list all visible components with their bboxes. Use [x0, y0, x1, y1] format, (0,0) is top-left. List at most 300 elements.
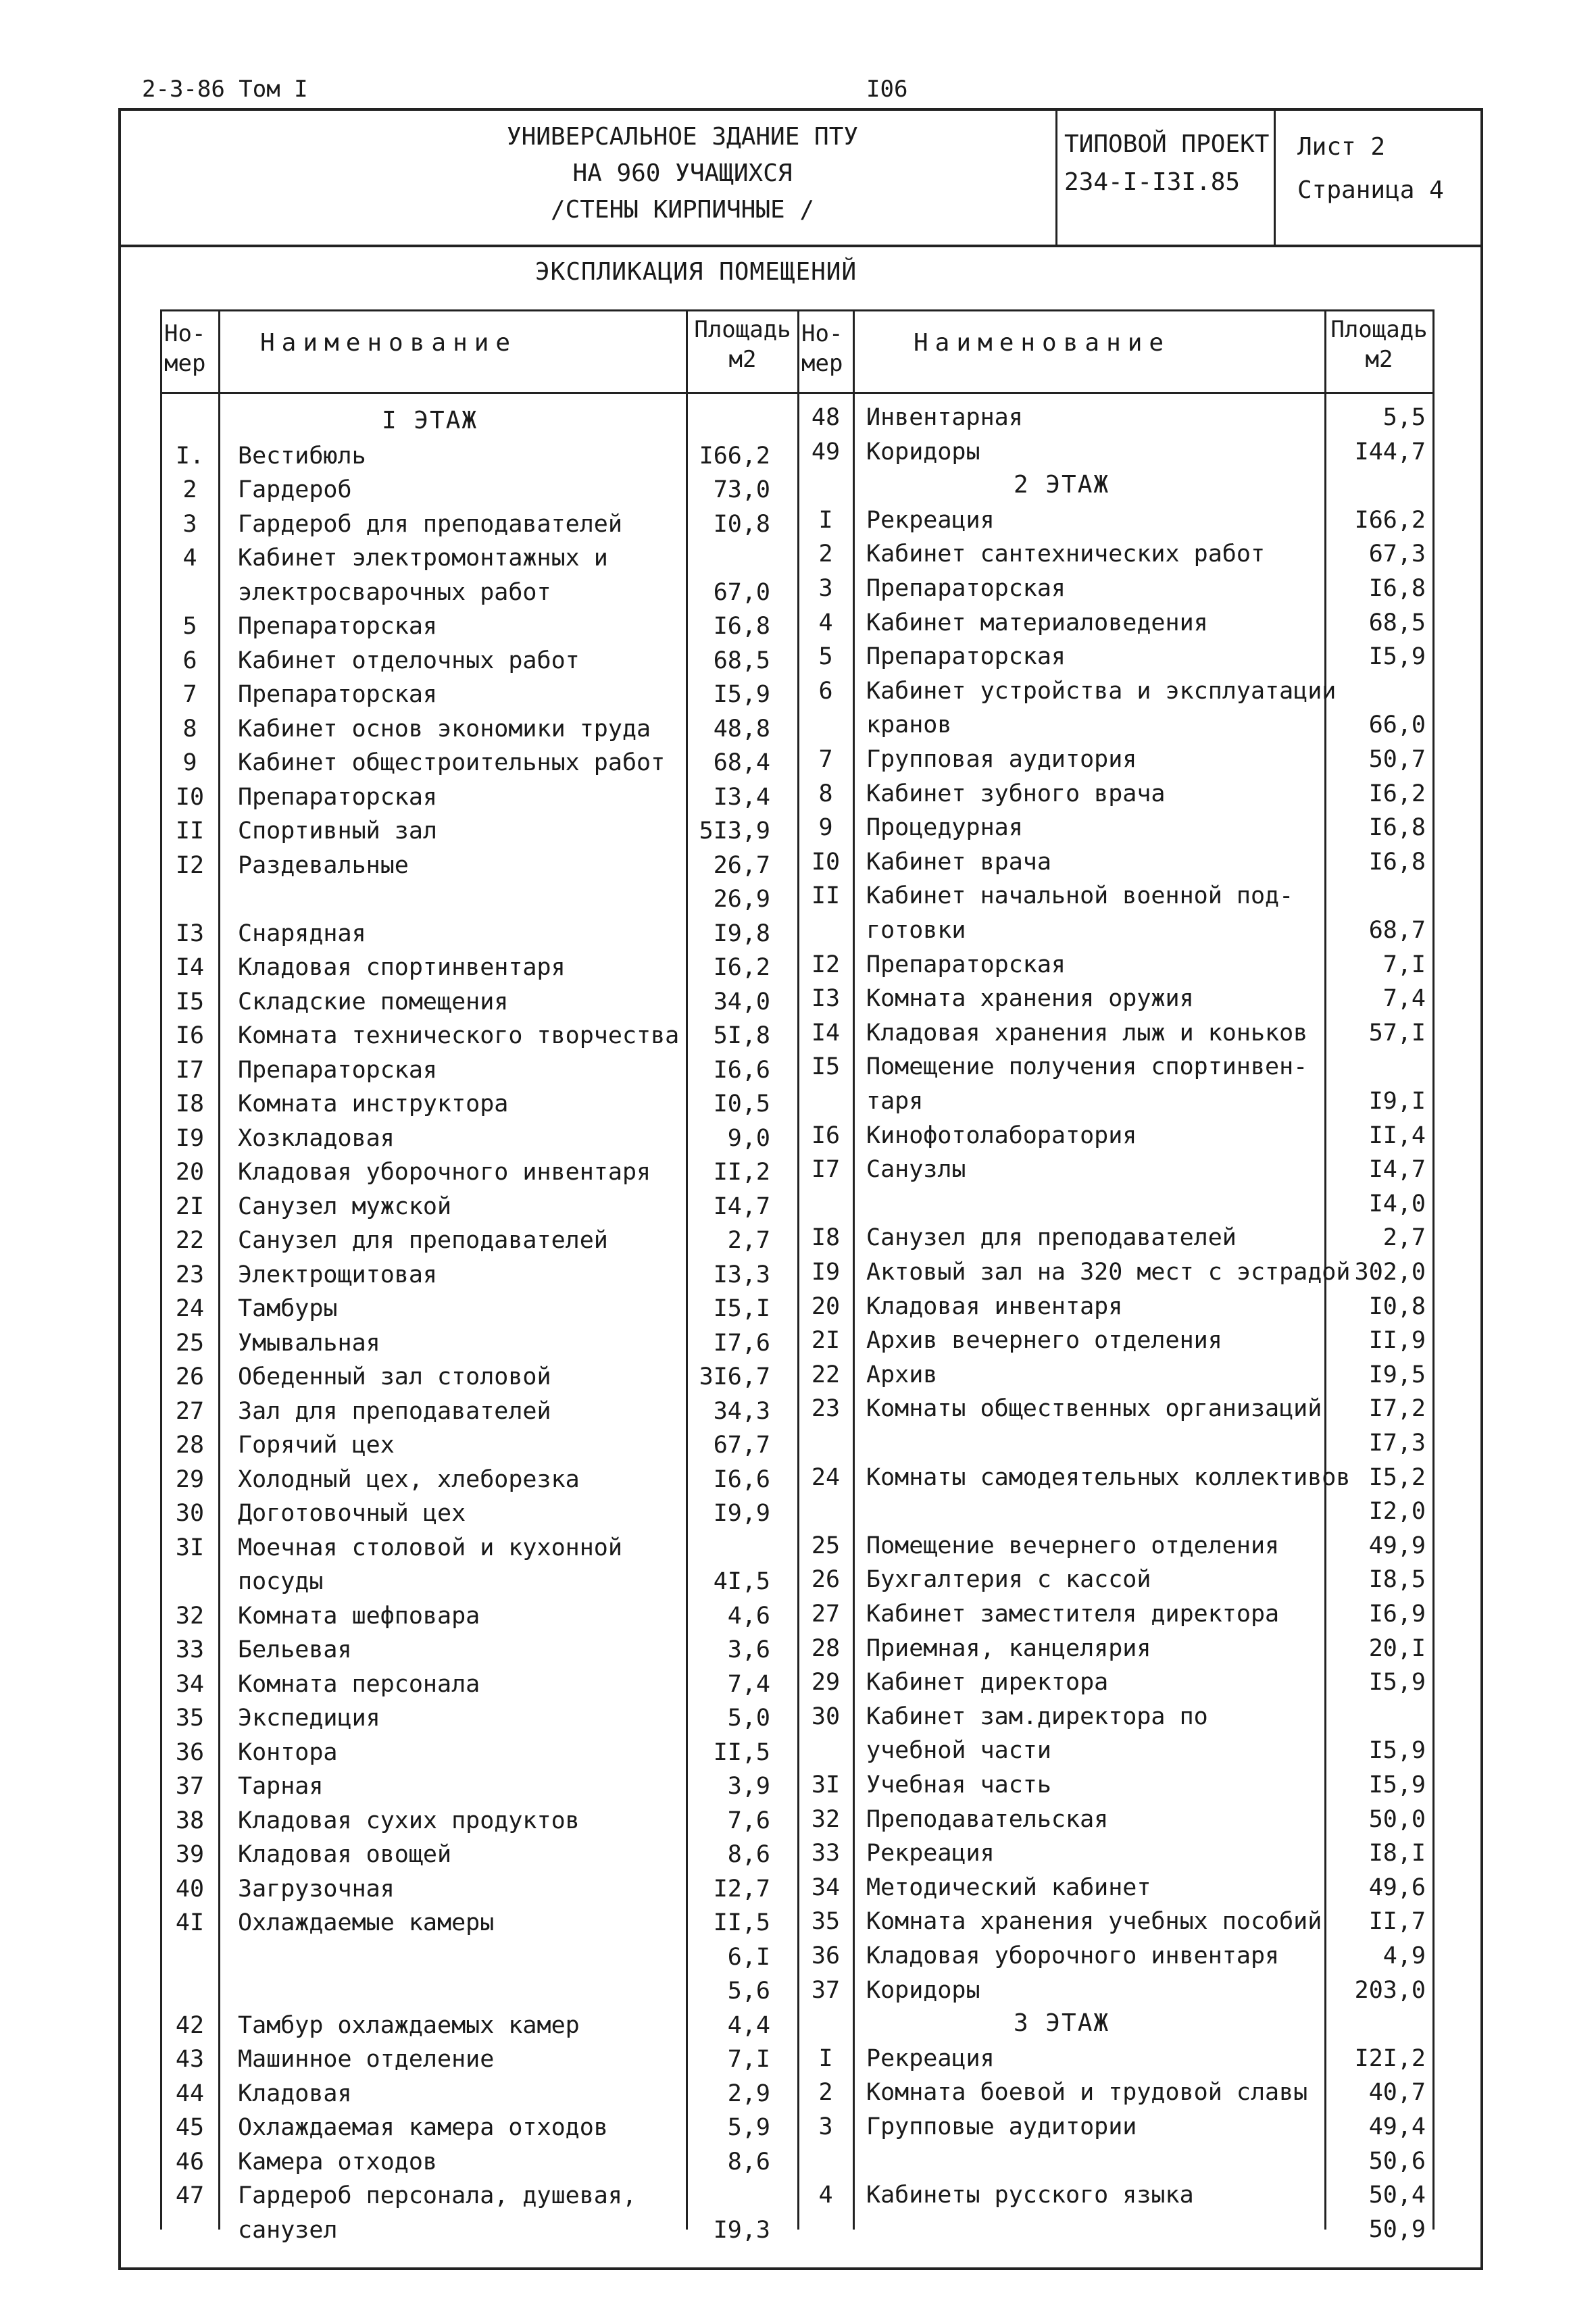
col-header-number — [801, 319, 843, 378]
room-number: 3 — [182, 510, 197, 538]
page-frame-bottom — [118, 2267, 1483, 2270]
room-name: Инвентарная — [866, 404, 1023, 431]
room-name: Коридоры — [866, 438, 980, 466]
room-area: 5,9 — [727, 2114, 770, 2141]
room-number: 45 — [175, 2114, 205, 2141]
col-header-area — [1326, 315, 1432, 374]
room-name: Учебная часть — [866, 1771, 1051, 1799]
room-area: I6,8 — [1368, 848, 1426, 876]
room-name: Кабинет начальной военной под- — [866, 882, 1294, 910]
room-number: 23 — [811, 1395, 841, 1423]
project-line: 234-I-I3I.85 — [1064, 168, 1241, 196]
room-area: II,2 — [713, 1159, 770, 1186]
room-name: Моечная столовой и кухонной — [238, 1534, 622, 1561]
col-header-area-line: м2 — [728, 346, 757, 373]
room-name: санузел — [238, 2216, 338, 2244]
room-number: 32 — [175, 1602, 205, 1630]
room-area: 2,7 — [727, 1227, 770, 1254]
room-number: 20 — [811, 1292, 841, 1320]
room-number: I — [818, 2044, 833, 2072]
room-area: 8,6 — [727, 1841, 770, 1868]
room-name: Бухгалтерия с кассой — [866, 1566, 1151, 1594]
project-number — [1064, 126, 1269, 201]
room-area: 7,I — [1382, 951, 1426, 978]
room-area: I9,9 — [713, 1500, 770, 1527]
room-number: 34 — [175, 1670, 205, 1698]
room-name: Тамбуры — [238, 1295, 338, 1322]
room-name: Комната шефповара — [238, 1602, 480, 1630]
room-number: 3I — [811, 1771, 841, 1799]
page-number: I06 — [866, 76, 908, 103]
room-number: 2I — [811, 1327, 841, 1355]
room-name: Гардероб для преподавателей — [238, 510, 622, 538]
room-area: 73,0 — [713, 476, 770, 503]
room-number: 33 — [811, 1840, 841, 1867]
room-number: I8 — [811, 1224, 841, 1252]
building-title-line: НА 960 УЧАЩИХСЯ — [572, 159, 793, 187]
room-name: таря — [866, 1088, 924, 1115]
room-area: I6,6 — [713, 1465, 770, 1493]
room-number: 5 — [818, 643, 833, 671]
room-area: 3,9 — [727, 1773, 770, 1800]
room-name: Комната хранения учебных пособий — [866, 1908, 1322, 1936]
room-number: 22 — [175, 1227, 205, 1254]
room-area: 50,0 — [1368, 1805, 1426, 1833]
room-number: 24 — [175, 1295, 205, 1322]
room-name: Раздевальные — [238, 851, 409, 879]
room-area: 50,6 — [1368, 2147, 1426, 2175]
room-name: Кладовая инвентаря — [866, 1292, 1123, 1320]
floor-heading: 3 ЭТАЖ — [1014, 2009, 1110, 2038]
column-border — [797, 309, 799, 2230]
room-name: Кабинет общестроительных работ — [238, 749, 666, 776]
room-number: 44 — [175, 2080, 205, 2107]
room-area: 49,9 — [1368, 1532, 1426, 1559]
room-area: I7,3 — [1368, 1430, 1426, 1457]
room-name: Санузел для преподавателей — [238, 1227, 608, 1254]
room-area: I5,9 — [1368, 1669, 1426, 1696]
room-name: Загрузочная — [238, 1875, 395, 1903]
room-area: 5,5 — [1382, 404, 1426, 431]
room-area: I2,7 — [713, 1875, 770, 1903]
room-area: 6,I — [727, 1943, 770, 1971]
room-number: I4 — [175, 954, 205, 981]
room-area: 203,0 — [1354, 1976, 1426, 2004]
room-area: 67,7 — [713, 1432, 770, 1459]
room-area: 5I,8 — [713, 1022, 770, 1049]
room-name: Процедурная — [866, 814, 1023, 842]
room-name: Санузел для преподавателей — [866, 1224, 1237, 1252]
room-name: Кладовая хранения лыж и коньков — [866, 1019, 1308, 1047]
room-name: Препараторская — [866, 951, 1066, 978]
room-area: 26,9 — [713, 886, 770, 913]
room-area: I4,0 — [1368, 1190, 1426, 1217]
room-number: I4 — [811, 1019, 841, 1047]
room-number: 28 — [175, 1432, 205, 1459]
room-area: I7,6 — [713, 1329, 770, 1357]
room-number: 9 — [182, 749, 197, 776]
room-number: 4I — [175, 1909, 205, 1936]
room-number: 26 — [811, 1566, 841, 1594]
room-area: 49,4 — [1368, 2113, 1426, 2140]
room-number: 9 — [818, 814, 833, 842]
room-area: 68,5 — [713, 647, 770, 674]
room-name: Доготовочный цех — [238, 1500, 466, 1527]
room-area: 68,4 — [713, 749, 770, 776]
building-title — [378, 119, 987, 228]
room-name: Электрощитовая — [238, 1261, 438, 1288]
room-area: II,5 — [713, 1909, 770, 1936]
room-name: Кабинет сантехнических работ — [866, 540, 1266, 568]
room-number: 8 — [818, 780, 833, 807]
col-header-number — [164, 319, 205, 378]
room-name: Кабинет основ экономики труда — [238, 715, 651, 743]
room-name: кранов — [866, 711, 952, 739]
room-name: готовки — [866, 917, 966, 944]
room-area: I5,I — [713, 1295, 770, 1322]
room-number: 8 — [182, 715, 197, 743]
room-number: 4 — [818, 2182, 833, 2209]
room-number: 36 — [811, 1942, 841, 1969]
title-block-divider — [1055, 108, 1057, 247]
room-number: 25 — [175, 1329, 205, 1357]
room-number: 34 — [811, 1873, 841, 1901]
room-number: 29 — [811, 1669, 841, 1696]
column-border — [1432, 309, 1435, 2230]
room-name: электросварочных работ — [238, 578, 551, 606]
room-number: 20 — [175, 1159, 205, 1186]
room-number: 3I — [175, 1534, 205, 1561]
room-number: 40 — [175, 1875, 205, 1903]
room-area: 34,3 — [713, 1397, 770, 1425]
room-number: 32 — [811, 1805, 841, 1833]
room-name: Горячий цех — [238, 1432, 395, 1459]
room-name: Архив — [866, 1361, 938, 1388]
room-name: Комнаты общественных организаций — [866, 1395, 1322, 1423]
room-number: I5 — [175, 988, 205, 1015]
col-header-number-line: мер — [801, 350, 843, 377]
floor-heading: I ЭТАЖ — [382, 407, 478, 434]
sheet-info — [1297, 126, 1444, 212]
sheet-line: Лист 2 — [1297, 133, 1386, 161]
column-border — [853, 309, 855, 2230]
room-area: 7,I — [727, 2046, 770, 2073]
room-name: Кладовая уборочного инвентаря — [866, 1942, 1280, 1969]
room-number: 36 — [175, 1738, 205, 1766]
room-number: 6 — [818, 677, 833, 705]
room-number: 37 — [175, 1773, 205, 1800]
room-name: Комната инструктора — [238, 1090, 509, 1117]
room-number: I7 — [175, 1056, 205, 1084]
room-name: Складские помещения — [238, 988, 509, 1015]
col-header-name: Наименование — [260, 329, 518, 357]
room-name: Кабинет директора — [866, 1669, 1109, 1696]
room-name: Санузел мужской — [238, 1192, 452, 1220]
room-number: 46 — [175, 2148, 205, 2175]
room-number: 42 — [175, 2011, 205, 2039]
room-name: Препараторская — [238, 783, 438, 811]
building-title-line: /СТЕНЫ КИРПИЧНЫЕ / — [550, 196, 815, 224]
document-reference: 2-3-86 Том I — [142, 76, 308, 103]
room-number: I6 — [811, 1122, 841, 1149]
col-header-name: Наименование — [914, 329, 1171, 357]
room-area: I6,8 — [1368, 814, 1426, 842]
room-area: II,5 — [713, 1738, 770, 1766]
room-name: Кладовая сухих продуктов — [238, 1807, 580, 1834]
col-header-area-line: Площадь — [694, 316, 791, 343]
room-area: I8,I — [1368, 1840, 1426, 1867]
room-area: II,4 — [1368, 1122, 1426, 1149]
room-name: Снарядная — [238, 920, 366, 947]
room-area: I9,8 — [713, 920, 770, 947]
room-number: II — [175, 818, 205, 845]
room-area: I6,9 — [1368, 1601, 1426, 1628]
room-area: 57,I — [1368, 1019, 1426, 1047]
room-area: I9,I — [1368, 1088, 1426, 1115]
room-area: I5,9 — [713, 681, 770, 708]
room-name: Кабинеты русского языка — [866, 2182, 1194, 2209]
room-area: I6,2 — [713, 954, 770, 981]
room-area: 34,0 — [713, 988, 770, 1015]
room-name: Охлаждаемые камеры — [238, 1909, 495, 1936]
room-number: I8 — [175, 1090, 205, 1117]
room-number: 4 — [818, 609, 833, 636]
room-area: 68,7 — [1368, 917, 1426, 944]
room-number: 5 — [182, 613, 197, 640]
room-number: 4 — [182, 545, 197, 572]
room-number: I9 — [175, 1124, 205, 1152]
room-area: 67,0 — [713, 578, 770, 606]
room-area: I5,2 — [1368, 1463, 1426, 1491]
room-name: Комната персонала — [238, 1670, 480, 1698]
column-border — [686, 309, 688, 2230]
room-area: 9,0 — [727, 1124, 770, 1152]
page-frame-right — [1480, 246, 1483, 2270]
room-area: I2I,2 — [1354, 2044, 1426, 2072]
room-name: Помещение получения спортинвен- — [866, 1053, 1308, 1081]
room-number: I0 — [811, 848, 841, 876]
room-name: Рекреация — [866, 2044, 995, 2072]
room-number: 6 — [182, 647, 197, 674]
col-header-number-line: Но- — [164, 320, 206, 347]
room-area: 40,7 — [1368, 2079, 1426, 2107]
room-area: I7,2 — [1368, 1395, 1426, 1423]
room-name: Кладовая уборочного инвентаря — [238, 1159, 651, 1186]
col-header-number-line: мер — [164, 350, 206, 377]
room-area: I4,7 — [1368, 1156, 1426, 1184]
room-area: 68,5 — [1368, 609, 1426, 636]
room-area: I6,8 — [1368, 575, 1426, 602]
room-area: 7,6 — [727, 1807, 770, 1834]
room-area: I2,0 — [1368, 1498, 1426, 1526]
room-number: I. — [175, 442, 205, 470]
room-name: Тамбур охлаждаемых камер — [238, 2011, 580, 2039]
room-name: Контора — [238, 1738, 338, 1766]
room-name: Групповые аудитории — [866, 2113, 1137, 2140]
room-number: I9 — [811, 1259, 841, 1286]
room-area: 7,4 — [727, 1670, 770, 1698]
room-number: 49 — [811, 438, 841, 466]
building-title-line: УНИВЕРСАЛЬНОЕ ЗДАНИЕ ПТУ — [506, 123, 859, 151]
room-area: 3,6 — [727, 1636, 770, 1663]
room-name: Препараторская — [238, 613, 438, 640]
room-area: I66,2 — [1354, 506, 1426, 534]
room-number: 28 — [811, 1634, 841, 1662]
page-frame-left — [118, 246, 121, 2270]
room-area: 67,3 — [1368, 540, 1426, 568]
room-number: 35 — [811, 1908, 841, 1936]
room-area: 3I6,7 — [699, 1363, 770, 1390]
room-area: I8,5 — [1368, 1566, 1426, 1594]
room-name: Кладовая овощей — [238, 1841, 452, 1868]
room-number: 24 — [811, 1463, 841, 1491]
room-number: 47 — [175, 2182, 205, 2209]
room-name: Комната хранения оружия — [866, 985, 1194, 1013]
room-name: Коридоры — [866, 1976, 980, 2004]
room-area: I0,8 — [713, 510, 770, 538]
room-number: 2I — [175, 1192, 205, 1220]
room-name: Кинофотолаборатория — [866, 1122, 1137, 1149]
room-area: II,7 — [1368, 1908, 1426, 1936]
project-line: ТИПОВОЙ ПРОЕКТ — [1064, 130, 1270, 158]
room-number: 27 — [175, 1397, 205, 1425]
room-name: Комнаты самодеятельных коллективов — [866, 1463, 1351, 1491]
floor-heading: 2 ЭТАЖ — [1014, 471, 1110, 499]
room-name: Обеденный зал столовой — [238, 1363, 551, 1390]
room-number: I3 — [811, 985, 841, 1013]
table-title: ЭКСПЛИКАЦИЯ ПОМЕЩЕНИЙ — [535, 258, 857, 286]
room-area: 2,9 — [727, 2080, 770, 2107]
room-number: I3 — [175, 920, 205, 947]
room-name: Рекреация — [866, 1840, 995, 1867]
room-area: 66,0 — [1368, 711, 1426, 739]
room-area: 4,4 — [727, 2011, 770, 2039]
room-number: I0 — [175, 783, 205, 811]
room-name: Кабинет зам.директора по — [866, 1703, 1208, 1730]
room-number: 39 — [175, 1841, 205, 1868]
room-name: Кабинет зубного врача — [866, 780, 1166, 807]
room-area: I0,8 — [1368, 1292, 1426, 1320]
room-number: 27 — [811, 1601, 841, 1628]
room-number: 48 — [811, 404, 841, 431]
room-area: 302,0 — [1354, 1259, 1426, 1286]
room-area: 5I3,9 — [699, 818, 770, 845]
room-area: I6,6 — [713, 1056, 770, 1084]
room-area: 8,6 — [727, 2148, 770, 2175]
room-name: Препараторская — [238, 681, 438, 708]
room-area: 50,4 — [1368, 2182, 1426, 2209]
room-area: I9,3 — [713, 2216, 770, 2244]
room-name: Помещение вечернего отделения — [866, 1532, 1280, 1559]
room-name: Вестибюль — [238, 442, 366, 470]
room-area: I0,5 — [713, 1090, 770, 1117]
room-number: 2 — [818, 2079, 833, 2107]
room-number: I5 — [811, 1053, 841, 1081]
room-area: 50,9 — [1368, 2215, 1426, 2243]
room-number: 33 — [175, 1636, 205, 1663]
col-header-area — [689, 315, 796, 374]
room-number: 2 — [182, 476, 197, 503]
room-name: Кабинет отделочных работ — [238, 647, 580, 674]
room-name: Групповая аудитория — [866, 746, 1137, 773]
room-number: 25 — [811, 1532, 841, 1559]
room-name: Кабинет материаловедения — [866, 609, 1208, 636]
room-number: 2 — [818, 540, 833, 568]
room-area: 5,6 — [727, 1978, 770, 2005]
room-number: I2 — [811, 951, 841, 978]
room-area: 20,I — [1368, 1634, 1426, 1662]
room-area: II,9 — [1368, 1327, 1426, 1355]
room-number: II — [811, 882, 841, 910]
room-area: 4I,5 — [713, 1568, 770, 1595]
room-area: I6,8 — [713, 613, 770, 640]
room-area: 5,0 — [727, 1705, 770, 1732]
column-border — [218, 309, 220, 2230]
room-name: Зал для преподавателей — [238, 1397, 551, 1425]
room-number: 26 — [175, 1363, 205, 1390]
room-number: 29 — [175, 1465, 205, 1493]
room-name: Бельевая — [238, 1636, 352, 1663]
room-area: 7,4 — [1382, 985, 1426, 1013]
room-name: Санузлы — [866, 1156, 966, 1184]
room-area: I5,9 — [1368, 643, 1426, 671]
room-number: 7 — [818, 746, 833, 773]
room-name: Комната технического творчества — [238, 1022, 680, 1049]
room-name: Актовый зал на 320 мест с эстрадой — [866, 1259, 1351, 1286]
room-area: I6,2 — [1368, 780, 1426, 807]
room-name: Гардероб — [238, 476, 352, 503]
room-name: Препараторская — [866, 575, 1066, 602]
room-number: I6 — [175, 1022, 205, 1049]
room-area: I5,9 — [1368, 1771, 1426, 1799]
room-number: 7 — [182, 681, 197, 708]
room-number: 43 — [175, 2046, 205, 2073]
room-number: 37 — [811, 1976, 841, 2004]
room-name: Умывальная — [238, 1329, 380, 1357]
room-number: 30 — [811, 1703, 841, 1730]
room-number: I2 — [175, 851, 205, 879]
room-area: I3,3 — [713, 1261, 770, 1288]
room-area: 50,7 — [1368, 746, 1426, 773]
room-name: Кабинет врача — [866, 848, 1051, 876]
room-name: Кабинет заместителя директора — [866, 1601, 1280, 1628]
room-area: I3,4 — [713, 783, 770, 811]
room-name: Кабинет устройства и эксплуатации — [866, 677, 1337, 705]
room-area: 2,7 — [1382, 1224, 1426, 1252]
room-area: 4,6 — [727, 1602, 770, 1630]
sheet-line: Страница 4 — [1297, 176, 1444, 204]
room-name: Холодный цех, хлеборезка — [238, 1465, 580, 1493]
title-block-divider — [1274, 108, 1276, 247]
room-area: I44,7 — [1354, 438, 1426, 466]
room-name: Тарная — [238, 1773, 324, 1800]
col-header-area-line: м2 — [1365, 346, 1393, 373]
room-area: I5,9 — [1368, 1737, 1426, 1765]
room-area: I9,5 — [1368, 1361, 1426, 1388]
room-number: 22 — [811, 1361, 841, 1388]
room-area: I4,7 — [713, 1192, 770, 1220]
room-area: 49,6 — [1368, 1873, 1426, 1901]
room-name: Архив вечернего отделения — [866, 1327, 1222, 1355]
room-area: 48,8 — [713, 715, 770, 743]
col-header-number-line: Но- — [801, 320, 843, 347]
room-name: Приемная, канцелярия — [866, 1634, 1151, 1662]
room-number: 23 — [175, 1261, 205, 1288]
room-area: 4,9 — [1382, 1942, 1426, 1969]
room-number: I7 — [811, 1156, 841, 1184]
room-name: Охлаждаемая камера отходов — [238, 2114, 608, 2141]
room-name: Методический кабинет — [866, 1873, 1151, 1901]
